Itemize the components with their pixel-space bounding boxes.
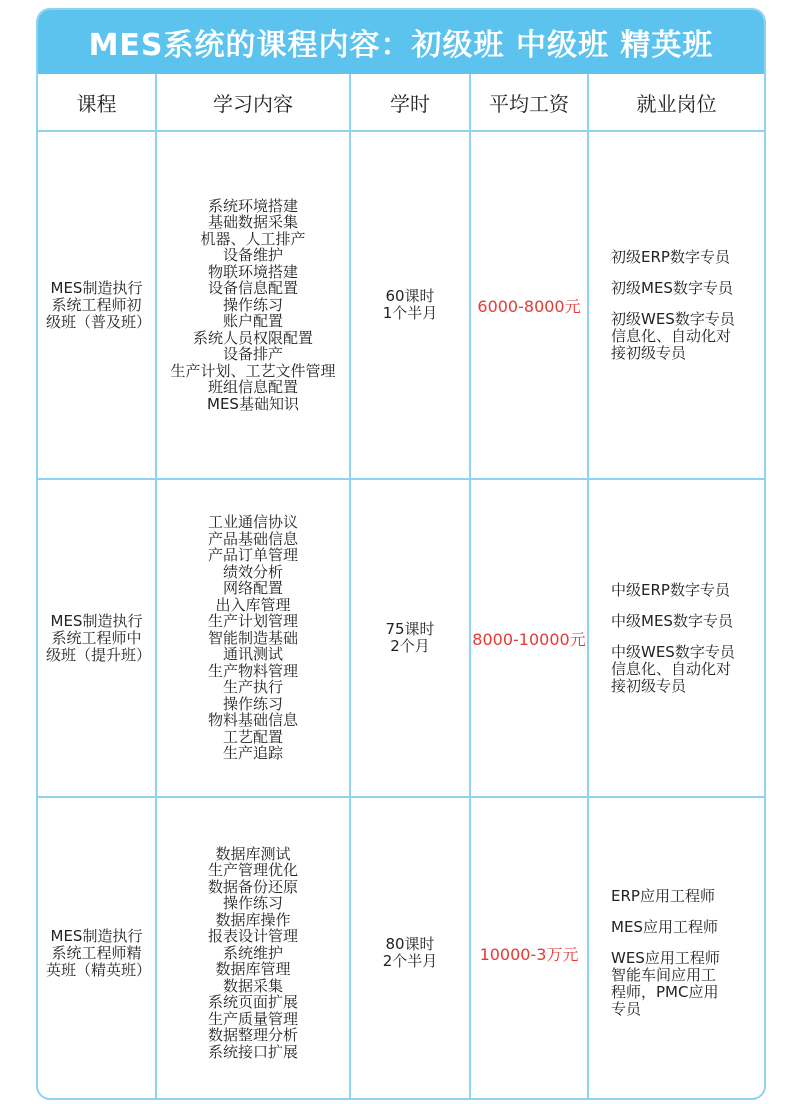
content-item: 设备信息配置 (207, 279, 298, 298)
content-item: 系统接口扩展 (207, 1042, 298, 1061)
job-line: 接初级专员 (611, 343, 687, 362)
content-item: 通讯测试 (222, 645, 283, 664)
course-name-line: MES制造执行 (50, 926, 143, 945)
content-item: 数据采集 (222, 976, 283, 995)
job-item (611, 888, 746, 905)
job-line: 初级ERP数字专员 (611, 247, 730, 266)
job-line: 接初级专员 (611, 676, 687, 695)
content-item: 数据库测试 (215, 844, 291, 863)
content-cell (156, 479, 350, 797)
course-cell (38, 479, 156, 797)
content-item: 数据库操作 (215, 910, 291, 929)
content-item: 报表设计管理 (207, 927, 298, 946)
course-name-line: 英班（精英班） (46, 960, 152, 979)
table-row (38, 797, 764, 1100)
hours-line: 2个半月 (382, 952, 438, 970)
content-item: 生产执行 (222, 678, 283, 697)
table-row (38, 479, 764, 797)
content-cell (156, 797, 350, 1100)
course-name-line: MES制造执行 (50, 278, 143, 297)
content-item: 数据备份还原 (207, 877, 298, 896)
course-table (38, 74, 764, 1100)
job-item (611, 582, 746, 599)
hours-line: 75课时 (385, 620, 435, 638)
job-item (611, 613, 746, 630)
job-line: 中级MES数字专员 (611, 611, 733, 630)
job-line: 初级WES数字专员 (611, 309, 735, 328)
course-name-line: 系统工程师精 (51, 943, 142, 962)
content-item: 操作练习 (222, 694, 283, 713)
content-item: 系统环境搭建 (207, 196, 298, 215)
content-item: 系统页面扩展 (207, 993, 298, 1012)
hours-cell (350, 797, 470, 1100)
job-line: MES应用工程师 (611, 918, 718, 936)
salary-cell: 10000-3万元 (470, 797, 588, 1100)
content-item: 生产计划、工艺文件管理 (170, 361, 336, 380)
content-item: 基础数据采集 (207, 213, 298, 232)
content-item: 物联环境搭建 (207, 262, 298, 281)
job-item (611, 249, 746, 266)
course-name-line: 级班（普及班） (46, 312, 152, 331)
job-line: 智能车间应用工 (611, 966, 717, 984)
content-item: 账户配置 (222, 312, 283, 331)
content-item: 设备排产 (222, 345, 283, 364)
course-name-line: 级班（提升班） (46, 645, 152, 664)
header-course: 课程 (38, 74, 156, 131)
content-item: 生产物料管理 (207, 661, 298, 680)
job-line: WES应用工程师 (611, 949, 720, 967)
job-item (611, 311, 746, 362)
content-item: 生产管理优化 (207, 861, 298, 880)
hours-cell (350, 479, 470, 797)
content-item: 机器、人工排产 (200, 229, 306, 248)
content-item: 操作练习 (222, 894, 283, 913)
job-line: 中级WES数字专员 (611, 642, 735, 661)
content-item: 系统维护 (222, 943, 283, 962)
job-line: 程师，PMC应用 (611, 983, 719, 1001)
content-item: 数据整理分析 (207, 1026, 298, 1045)
hours-line: 60课时 (385, 287, 435, 305)
page-title: MES系统的课程内容：初级班 中级班 精英班 (38, 10, 764, 74)
salary-cell: 8000-10000元 (470, 479, 588, 797)
hours-line: 1个半月 (382, 304, 438, 322)
course-table-card (36, 8, 766, 1100)
job-line: 信息化、自动化对 (611, 659, 732, 678)
content-item: 系统人员权限配置 (192, 328, 313, 347)
job-item (611, 919, 746, 936)
content-item: 产品订单管理 (207, 546, 298, 565)
course-name-line: MES制造执行 (50, 611, 143, 630)
content-item: MES基础知识 (207, 394, 299, 413)
content-item: 生产计划管理 (207, 612, 298, 631)
header-salary: 平均工资 (470, 74, 588, 131)
content-item: 绩效分析 (222, 562, 283, 581)
content-item: 生产追踪 (222, 744, 283, 763)
jobs-cell (588, 479, 764, 797)
content-item: 智能制造基础 (207, 628, 298, 647)
course-cell (38, 797, 156, 1100)
job-line: 中级ERP数字专员 (611, 580, 730, 599)
hours-cell (350, 131, 470, 479)
content-item: 网络配置 (222, 579, 283, 598)
header-jobs: 就业岗位 (588, 74, 764, 131)
table-row (38, 131, 764, 479)
content-item: 数据库管理 (215, 960, 291, 979)
salary-cell: 6000-8000元 (470, 131, 588, 479)
job-line: 专员 (611, 1000, 642, 1018)
content-cell (156, 131, 350, 479)
jobs-cell (588, 797, 764, 1100)
hours-line: 2个月 (390, 637, 430, 655)
job-item (611, 644, 746, 695)
content-item: 设备维护 (222, 246, 283, 265)
header-hours: 学时 (350, 74, 470, 131)
job-line: ERP应用工程师 (611, 887, 715, 905)
content-item: 工业通信协议 (207, 513, 298, 532)
course-name-line: 系统工程师中 (51, 628, 142, 647)
course-cell (38, 131, 156, 479)
hours-line: 80课时 (385, 935, 435, 953)
content-item: 物料基础信息 (207, 711, 298, 730)
content-item: 工艺配置 (222, 727, 283, 746)
header-content: 学习内容 (156, 74, 350, 131)
job-line: 信息化、自动化对 (611, 326, 732, 345)
jobs-cell (588, 131, 764, 479)
content-item: 生产质量管理 (207, 1009, 298, 1028)
content-item: 出入库管理 (215, 595, 291, 614)
course-name-line: 系统工程师初 (51, 295, 142, 314)
content-item: 班组信息配置 (207, 378, 298, 397)
header-row (38, 74, 764, 131)
job-line: 初级MES数字专员 (611, 278, 733, 297)
job-item (611, 280, 746, 297)
content-item: 产品基础信息 (207, 529, 298, 548)
job-item (611, 950, 746, 1018)
content-item: 操作练习 (222, 295, 283, 314)
